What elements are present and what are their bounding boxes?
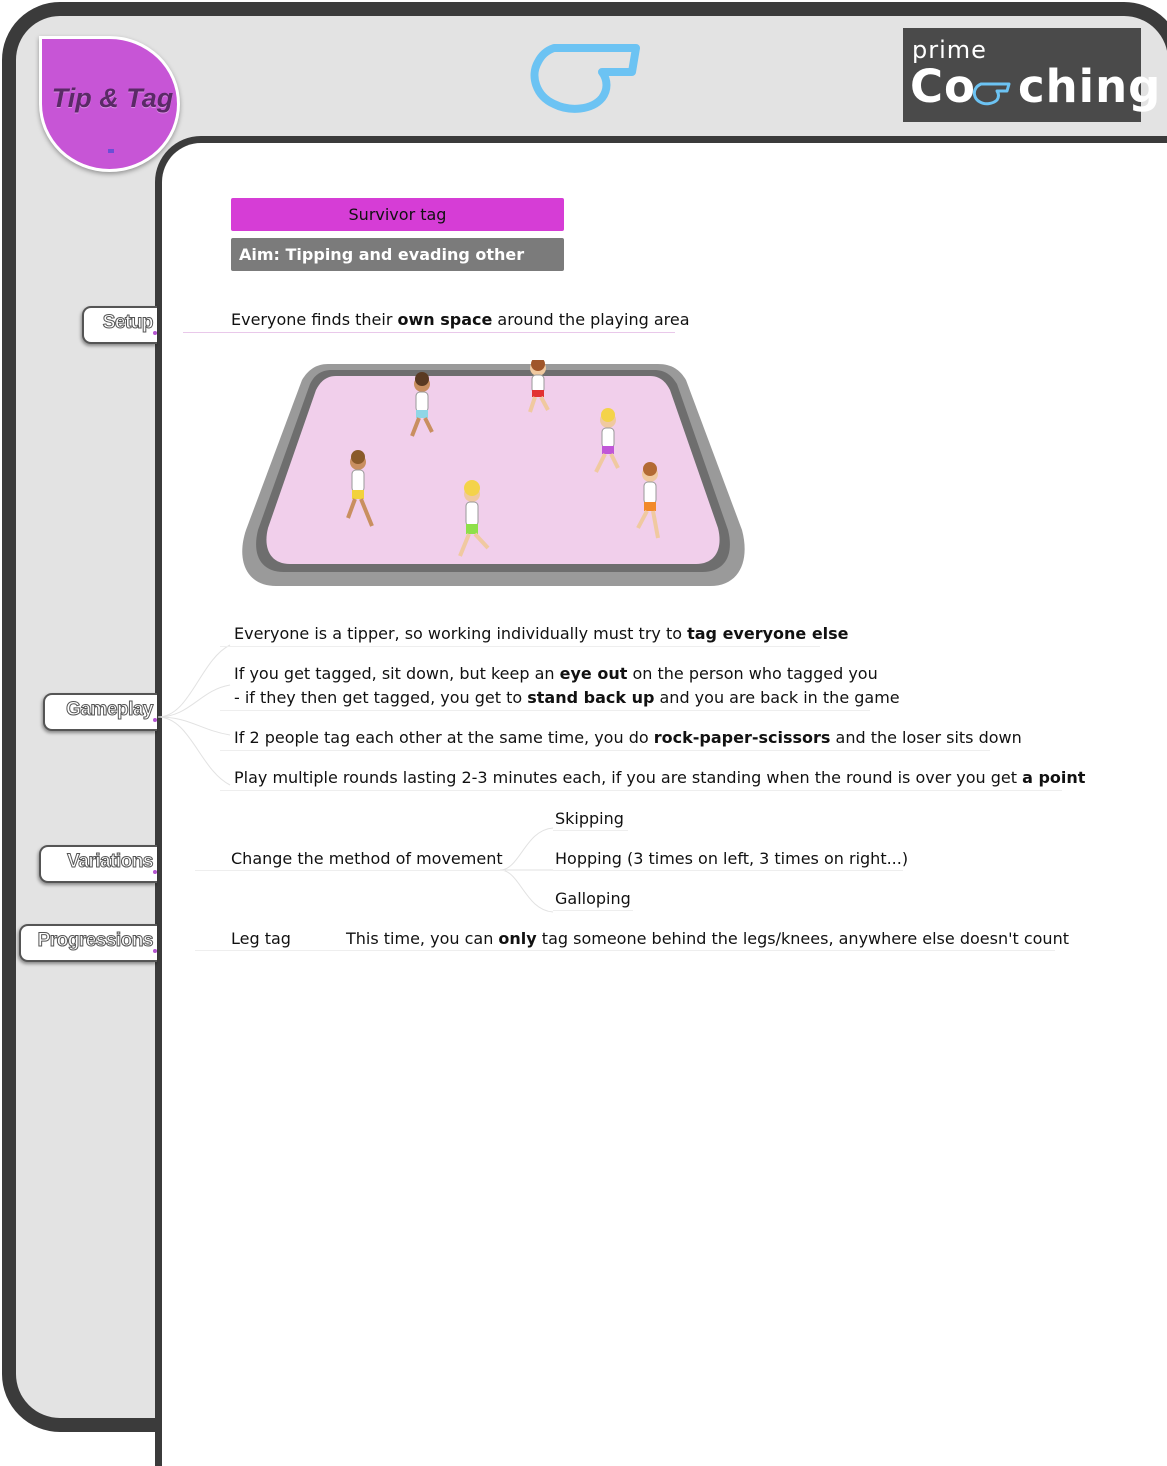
whistle-icon [971, 80, 1011, 106]
progression-detail-bold: only [498, 929, 537, 948]
playing-area-illustration [240, 360, 750, 592]
gameplay-rule-2a [234, 664, 878, 683]
gameplay-rule-2b-post: and you are back in the game [654, 688, 900, 707]
badge-title: Tip & Tag [51, 83, 174, 113]
variation-option-skipping: Skipping [555, 809, 624, 828]
variation-main: Change the method of movement [231, 849, 503, 868]
gameplay-underline [220, 750, 990, 751]
whistle-icon [524, 38, 642, 114]
variation-option-hopping: Hopping (3 times on left, 3 times on right...) [555, 849, 909, 868]
tab-variations-label: Variations [67, 851, 153, 872]
tab-setup[interactable] [82, 306, 157, 344]
gameplay-rule-2b-bold: stand back up [527, 688, 655, 707]
gameplay-rule-2a-post: on the person who tagged you [627, 664, 878, 683]
gameplay-rule-4-bold: a point [1022, 768, 1086, 787]
activity-title: Survivor tag [231, 198, 564, 231]
progression-detail-post: tag someone behind the legs/knees, anywhere else doesn't count [536, 929, 1069, 948]
prime-coaching-logo [903, 28, 1162, 122]
gameplay-rule-3-post: and the loser sits down [830, 728, 1022, 747]
gameplay-underline [220, 790, 1062, 791]
gameplay-rule-1 [234, 624, 849, 643]
tab-dot [153, 331, 157, 335]
activity-aim: Aim: Tipping and evading other players [231, 238, 564, 271]
tab-setup-label: Setup [102, 312, 153, 333]
tab-gameplay[interactable] [43, 693, 157, 731]
gameplay-rule-2b-pre: - if they then get tagged, you get to [234, 688, 528, 707]
progression-underline [195, 950, 1055, 951]
tab-progressions[interactable] [19, 924, 157, 962]
logo-prime-text: prime [912, 36, 987, 64]
activity-badge [39, 36, 180, 172]
content-panel [155, 136, 1167, 1466]
logo-coaching-right: ching [1017, 60, 1162, 113]
badge-mark [108, 149, 114, 153]
gameplay-rule-2a-bold: eye out [559, 664, 628, 683]
gameplay-underline [220, 710, 870, 711]
progression-detail-pre: This time, you can [346, 929, 499, 948]
progression-detail [346, 929, 1069, 948]
progression-name: Leg tag [231, 929, 291, 948]
setup-text [231, 310, 690, 329]
variation-underline [553, 910, 633, 911]
logo-coaching-text [910, 60, 1161, 113]
setup-text-pre: Everyone finds their [231, 310, 398, 329]
gameplay-rule-3-bold: rock-paper-scissors [653, 728, 831, 747]
setup-text-post: around the playing area [492, 310, 690, 329]
variation-underline [195, 870, 505, 871]
gameplay-rule-4-pre: Play multiple rounds lasting 2-3 minutes each, if you are standing when the round is over you get [234, 768, 1023, 787]
gameplay-rule-1-text: Everyone is a tipper, so working individually must try to [234, 624, 688, 643]
variation-underline [553, 870, 903, 871]
gameplay-rule-3 [234, 728, 1022, 747]
variation-option-galloping: Galloping [555, 889, 631, 908]
gameplay-underline [220, 646, 820, 647]
gameplay-rule-4 [234, 768, 1085, 787]
setup-underline [183, 332, 675, 333]
gameplay-rule-1-bold: tag everyone else [687, 624, 849, 643]
gameplay-rule-2a-pre: If you get tagged, sit down, but keep an [234, 664, 560, 683]
tab-dot [153, 870, 157, 874]
tab-variations[interactable] [39, 845, 157, 883]
logo-coaching-left: Co [910, 60, 976, 113]
tab-dot [153, 949, 157, 953]
tab-gameplay-label: Gameplay [66, 699, 153, 720]
gameplay-rule-2b [234, 688, 900, 707]
variation-underline [553, 830, 628, 831]
gameplay-connectors [150, 640, 240, 800]
tab-progressions-label: Progressions [37, 930, 153, 951]
setup-text-bold: own space [397, 310, 493, 329]
gameplay-rule-3-pre: If 2 people tag each other at the same time, you do [234, 728, 654, 747]
